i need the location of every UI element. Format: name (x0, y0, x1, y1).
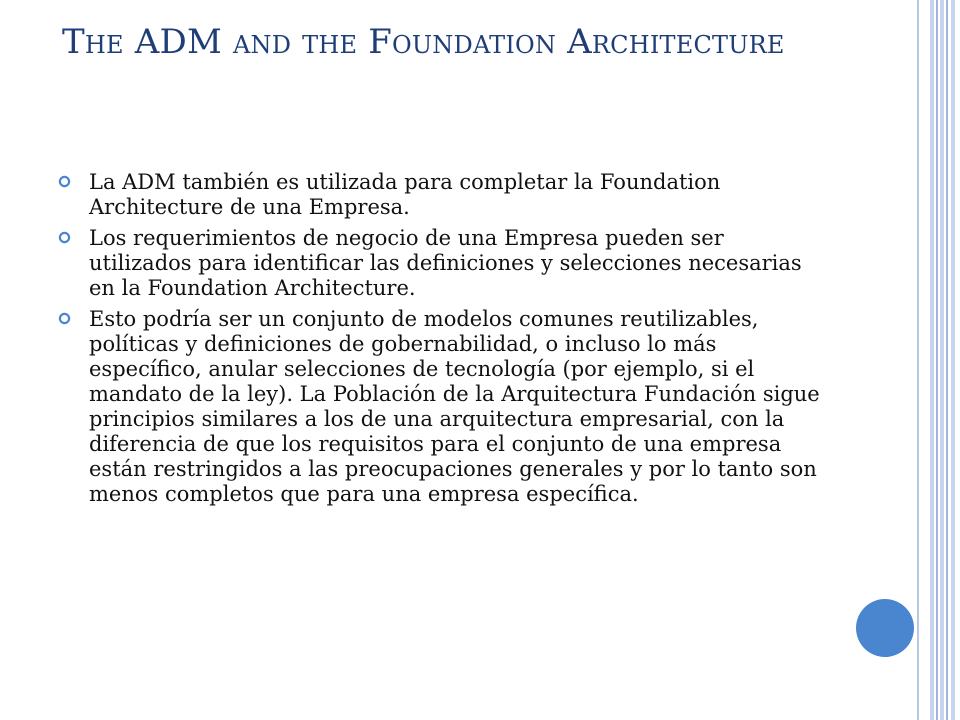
ring-bullet-icon (58, 312, 71, 325)
ring-bullet-icon (58, 175, 71, 188)
bullet-item (58, 307, 823, 507)
bullet-text: La ADM también es utilizada para completar la Foundation Architecture de una Empresa. (89, 170, 721, 219)
slide-title: The ADM and the Foundation Architecture (62, 22, 785, 62)
stripe-band (940, 0, 944, 720)
frame-line (917, 0, 919, 720)
stripe-line (936, 0, 938, 720)
stripe-band (951, 0, 955, 720)
bullet-text: Esto podría ser un conjunto de modelos comunes reutilizables, políticas y definiciones de gobernabilidad, o incluso lo más específico, anular selecciones de tecnología (por ejemplo, si el mandato de la ley). La Población de la Arquitectura Fundación sigue principios similares a los de una arquitectura empresarial, con la diferencia de que los requisitos para el conjunto de una empresa están restringidos a las preocupaciones generales y por lo tanto son menos completos que para una empresa específica. (89, 307, 820, 506)
ring-bullet-icon (58, 231, 71, 244)
bullet-list (58, 170, 823, 513)
bullet-text: Los requerimientos de negocio de una Empresa pueden ser utilizados para identificar las definiciones y selecciones necesarias en la Foundation Architecture. (89, 226, 802, 300)
stripe-line (946, 0, 948, 720)
accent-circle (856, 599, 914, 657)
bullet-item (58, 226, 823, 301)
stripe-band (930, 0, 934, 720)
bullet-item (58, 170, 823, 220)
